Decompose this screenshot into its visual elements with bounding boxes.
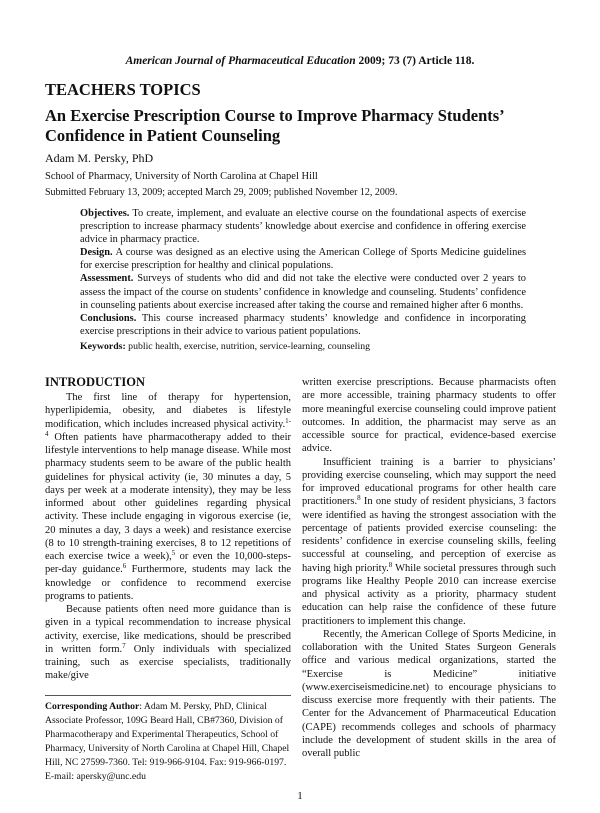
citation-ref: 7: [122, 641, 126, 650]
paragraph: Recently, the American College of Sports Medicine, in collaboration with the United States Surgeon Generals office and various medical organizations, started the “Exercise is Medicine” initiative (www.exerciseismedicine.net) to encourage physicians to discuss exercise more frequently with their patients. The Center for the Advancement of Pharmaceutical Education (CAPE) recommends colleges and schools of pharmacy include the development of student skills in the area of overall public: [302, 628, 556, 760]
design-label: Design.: [80, 247, 113, 259]
left-column: [45, 375, 291, 784]
assessment-text: Surveys of students who did and did not take the elective were conducted over 2 years to assess the impact of the course on students’ confidence in knowledge and counseling. Students’ confidence in counseling patients about exercise increased after taking the course and remained higher after 6 months.: [80, 273, 526, 311]
journal-citation: [0, 54, 600, 68]
conclusions-label: Conclusions.: [80, 312, 137, 324]
citation-ref: 1-4: [45, 416, 291, 438]
abstract-design: [80, 246, 526, 272]
paragraph: [45, 391, 291, 603]
citation-ref: 8: [388, 560, 393, 569]
keywords: [80, 340, 526, 353]
citation: 2009; 73 (7) Article 118.: [355, 55, 475, 67]
author: Adam M. Persky, PhD: [45, 151, 154, 165]
right-column: [302, 375, 556, 784]
article-title: An Exercise Prescription Course to Improve Pharmacy Students’ Confidence in Patient Counseling: [45, 106, 504, 145]
text: Furthermore, students may lack the knowledge or confidence to recommend exercise programs to patients.: [45, 564, 291, 602]
conclusions-text: This course increased pharmacy students’ knowledge and confidence in incorporating exercise prescriptions in their advice to various patient populations.: [80, 312, 526, 337]
citation-ref: 5: [171, 549, 176, 558]
design-text: A course was designed as an elective using the American College of Sports Medicine guidelines for exercise prescription for healthy and clinical populations.: [80, 247, 526, 272]
corresponding-author-footnote: [45, 700, 295, 784]
submission-dates: Submitted February 13, 2009; accepted March 29, 2009; published November 12, 2009.: [45, 187, 398, 198]
paragraph: [302, 456, 556, 628]
text: Often patients have pharmacotherapy added to their lifestyle interventions to help manage disease. While most pharmacy students seem to be aware of the public health guidelines for physical activity (ie, 30 minutes a day, 5 days per week at a moderate intensity), they may be less informed about other guidelines regarding physical activity. These include engaging in vigorous exercise (ie, 20 minutes a day, 3 days a week) and resistance exercise (8 to 10 strength-training exercises, 8 to 12 repetitions of each exercise twice a week),: [45, 431, 291, 563]
abstract-assessment: [80, 272, 526, 311]
footnote-text: : Adam M. Persky, PhD, Clinical Associate Professor, 109G Beard Hall, CB#7360, Division of Pharmacotherapy and Experimental Therapeutics, School of Pharmacy, University of North Carolina at Chapel Hill, Chapel Hill, NC 27599-7360. Tel: 919-966-9104. Fax: 919-966-0197. E-mail: apersky@unc.edu: [45, 700, 290, 782]
introduction-heading: INTRODUCTION: [45, 375, 146, 390]
assessment-label: Assessment.: [80, 273, 134, 285]
page-number: 1: [297, 789, 303, 802]
objectives-label: Objectives.: [80, 208, 130, 219]
affiliation: School of Pharmacy, University of North Carolina at Chapel Hill: [45, 171, 318, 182]
footnote-label: Corresponding Author: [45, 700, 140, 712]
text: or even the 10,000-steps-per-day guidance.: [45, 551, 291, 576]
abstract-conclusions: [80, 312, 526, 338]
text: The first line of therapy for hypertension, hyperlipidemia, obesity, and diabetes is lifestyle modification, which includes increased physical activity.: [45, 392, 291, 430]
text: Only individuals with specialized training, such as exercise specialists, traditionally make/give: [45, 643, 291, 682]
body-columns: [45, 375, 556, 784]
citation-ref: 6: [122, 562, 127, 571]
abstract-objectives: [80, 207, 526, 246]
paragraph: [45, 603, 291, 683]
paragraph: written exercise prescriptions. Because pharmacists often are more accessible, training pharmacy students to offer more meaningful exercise counseling could improve patient outcomes. In addition, the pharmacist may serve as an accessible source for practical, evidence-based exercise advice.: [302, 377, 556, 455]
abstract: [80, 207, 526, 353]
section-label: TEACHERS TOPICS: [45, 80, 201, 99]
text: While societal pressures through such programs like Healthy People 2010 can increase exercise and physical activity as a priority, pharmacy student education can help raise the confidence of these future practitioners to implement this change.: [302, 562, 556, 627]
text: In one study of resident physicians, 3 factors were identified as having the strongest association with the percentage of patients provided exercise counseling: the residents’ confidence in exercise counseling skills, feeling successful at counseling, and perception of exercise as having high priority.: [302, 496, 556, 574]
citation-ref: 8: [357, 494, 361, 503]
keywords-text: public health, exercise, nutrition, service-learning, counseling: [125, 340, 371, 352]
keywords-label: Keywords:: [80, 340, 126, 352]
objectives-text: To create, implement, and evaluate an elective course on the foundational aspects of exercise prescription to increase pharmacy students’ knowledge about exercise and confidence in offering exercise advice in pharmacy practice.: [80, 208, 526, 246]
footnote-divider: [45, 695, 291, 696]
journal-name: American Journal of Pharmaceutical Education: [125, 55, 356, 67]
text: Insufficient training is a barrier to physicians’ providing exercise counseling, which may support the need for improved educational programs for other health care practitioners.: [302, 456, 556, 508]
text: Because patients often need more guidance than is given in a typical recommendation to increase physical activity, exercise, like medications, should be prescribed in written form.: [45, 604, 291, 655]
